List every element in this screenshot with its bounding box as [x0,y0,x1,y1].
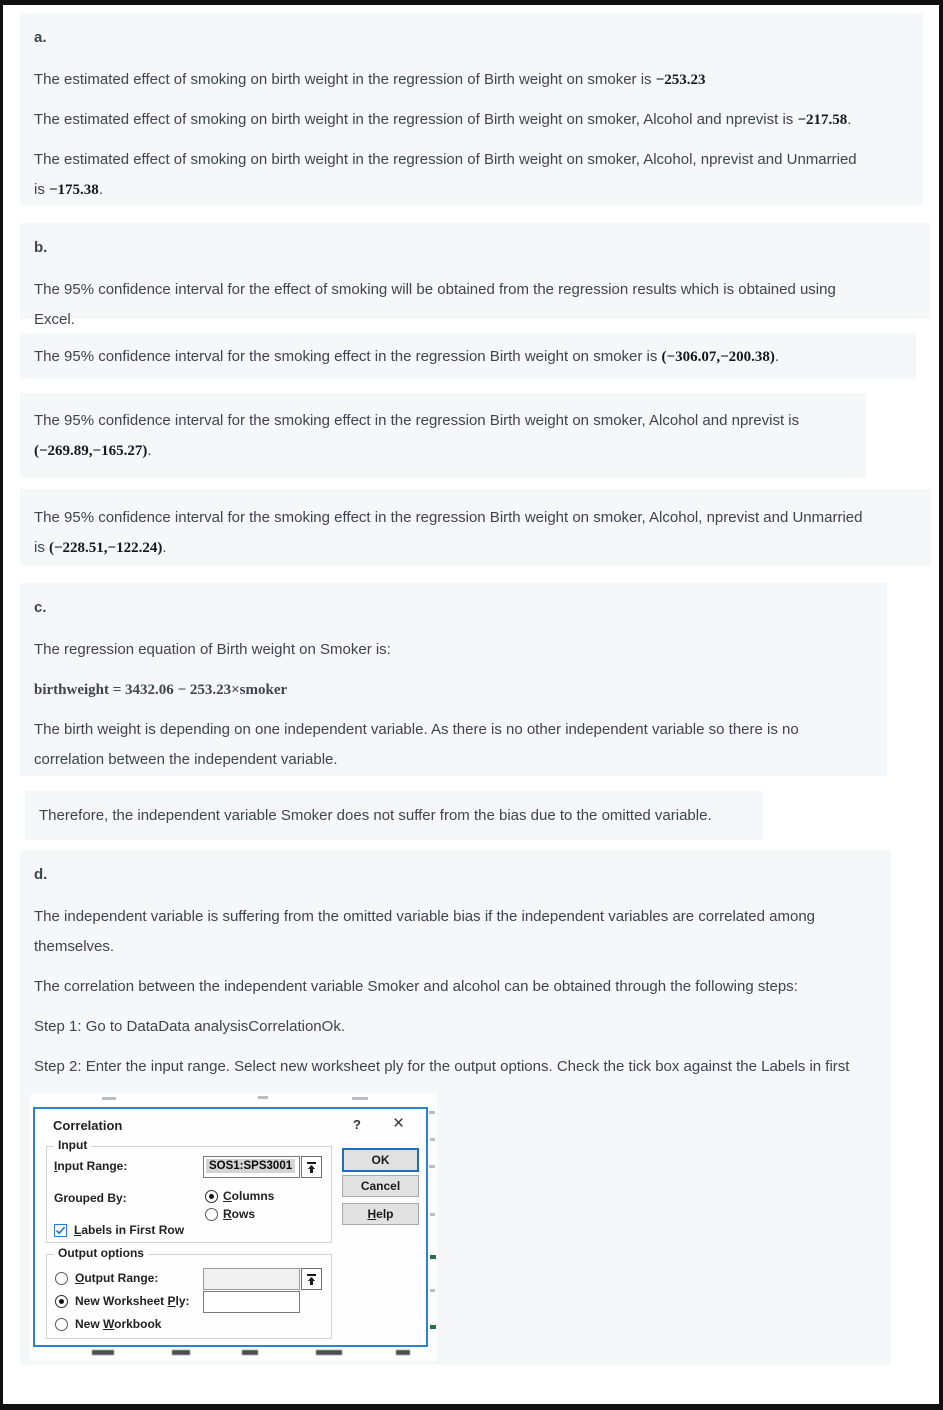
section-d-paragraph-2: The correlation between the independent variable Smoker and alcohol can be obtained through the following steps: [34,978,798,995]
frame-right [939,0,943,1410]
section-b-panel [20,223,930,328]
section-c-paragraph-2: The birth weight is depending on one independent variable. As there is no other independent variable so there is no correlation between the independent variable. [34,721,799,768]
therefore-box [25,791,763,840]
input-group-label: Input [54,1138,91,1152]
section-a-heading: a. [34,29,47,46]
help-button[interactable]: Help [342,1203,419,1225]
input-group [46,1138,332,1243]
section-a-panel [20,13,923,205]
output-range-radio[interactable] [55,1272,68,1285]
excel-remnant-row [242,1350,258,1355]
rows-label: Rows [223,1207,256,1221]
ci-3-paragraph: The 95% confidence interval for the smoking effect in the regression Birth weight on smoker, Alcohol, nprevist and Unmarried is (−228.51,−122.24). [34,509,863,556]
section-d-heading: d. [34,866,48,883]
excel-screenshot [30,1093,437,1361]
excel-remnant [429,1111,435,1114]
section-a-paragraph-1: The estimated effect of smoking on birth weight in the regression of Birth weight on smoker is −253.23 [34,71,706,88]
cancel-button[interactable]: Cancel [342,1175,419,1197]
columns-radio[interactable] [205,1190,218,1203]
frame-bottom [0,1404,943,1410]
ci-1-paragraph: The 95% confidence interval for the smoking effect in the regression Birth weight on smoker is (−306.07,−200.38). [34,348,780,365]
output-range-label: Output Range: [75,1271,159,1285]
input-range-field[interactable] [203,1156,300,1178]
frame-left [0,0,3,1410]
ci-3-interval: (−228.51,−122.24) [49,540,163,556]
new-worksheet-label: New Worksheet Ply: [75,1294,190,1308]
output-options-group [46,1246,332,1339]
new-workbook-label: New Workbook [75,1317,162,1331]
new-workbook-radio[interactable] [55,1318,68,1331]
excel-remnant [102,1097,116,1100]
collapse-dialog-icon[interactable] [301,1268,322,1290]
section-c-heading: c. [34,599,47,616]
section-a-paragraph-2: The estimated effect of smoking on birth weight in the regression of Birth weight on smoker, Alcohol and nprevist is −217.58. [34,111,852,128]
section-d-step-2: Step 2: Enter the input range. Select new worksheet ply for the output options. Check the tick box against the Labels in first [34,1058,850,1075]
frame-top [0,0,943,5]
section-b-heading: b. [34,239,48,256]
therefore-paragraph: Therefore, the independent variable Smoker does not suffer from the bias due to the omitted variable. [39,807,712,824]
ok-button[interactable]: OK [342,1148,419,1172]
excel-remnant-row [396,1350,410,1355]
output-range-field[interactable] [203,1268,300,1290]
excel-remnant [430,1289,435,1292]
excel-remnant-green [430,1325,436,1329]
correlation-dialog [33,1107,428,1347]
ci-box-1 [20,333,916,379]
section-a-paragraph-3: The estimated effect of smoking on birth weight in the regression of Birth weight on smoker, Alcohol, nprevist and Unmarried is −175.38. [34,151,857,198]
section-c-panel [20,583,887,776]
excel-remnant-green [430,1255,436,1259]
input-range-label: Input Range: [54,1159,128,1173]
section-d-step-1: Step 1: Go to DataData analysisCorrelationOk. [34,1018,345,1035]
ci-2-paragraph: The 95% confidence interval for the smoking effect in the regression Birth weight on smoker, Alcohol and nprevist is (−269.89,−165.27). [34,412,800,459]
ci-box-2 [20,393,866,478]
labels-first-row-checkbox[interactable] [54,1224,67,1237]
excel-remnant [430,1138,435,1141]
output-options-label: Output options [54,1246,148,1260]
new-worksheet-radio[interactable] [55,1295,68,1308]
new-worksheet-field[interactable] [203,1291,300,1313]
section-b-paragraph: The 95% confidence interval for the effect of smoking will be obtained from the regression results which is obtained using Excel. [34,281,836,328]
estimate-3: −175.38 [49,182,99,198]
dialog-help-icon[interactable]: ? [353,1117,361,1132]
section-c-paragraph-1: The regression equation of Birth weight on Smoker is: [34,641,391,658]
labels-first-row-label: Labels in First Row [74,1223,185,1237]
close-icon[interactable]: × [393,1113,405,1134]
excel-remnant [258,1096,268,1099]
columns-label: Columns [223,1189,275,1203]
section-d-paragraph-1: The independent variable is suffering from the omitted variable bias if the independent variables are correlated among themselves. [34,908,816,955]
ci-1-interval: (−306.07,−200.38) [661,349,775,365]
estimate-1: −253.23 [655,72,706,88]
input-range-value: SOS1:SPS3001 [206,1159,295,1173]
ci-2-interval: (−269.89,−165.27) [34,443,148,459]
ci-box-3 [20,489,931,566]
rows-radio[interactable] [205,1208,218,1221]
regression-equation: birthweight = 3432.06 − 253.23×smoker [34,682,288,698]
collapse-dialog-icon[interactable] [301,1156,322,1178]
excel-remnant-row [92,1350,114,1355]
excel-remnant [430,1213,435,1216]
estimate-2: −217.58 [797,112,848,128]
excel-remnant [429,1165,435,1168]
grouped-by-label: Grouped By: [54,1191,127,1205]
dialog-title: Correlation [53,1118,123,1133]
excel-remnant [352,1097,368,1100]
excel-remnant-row [316,1350,342,1355]
excel-remnant-row [172,1350,190,1355]
